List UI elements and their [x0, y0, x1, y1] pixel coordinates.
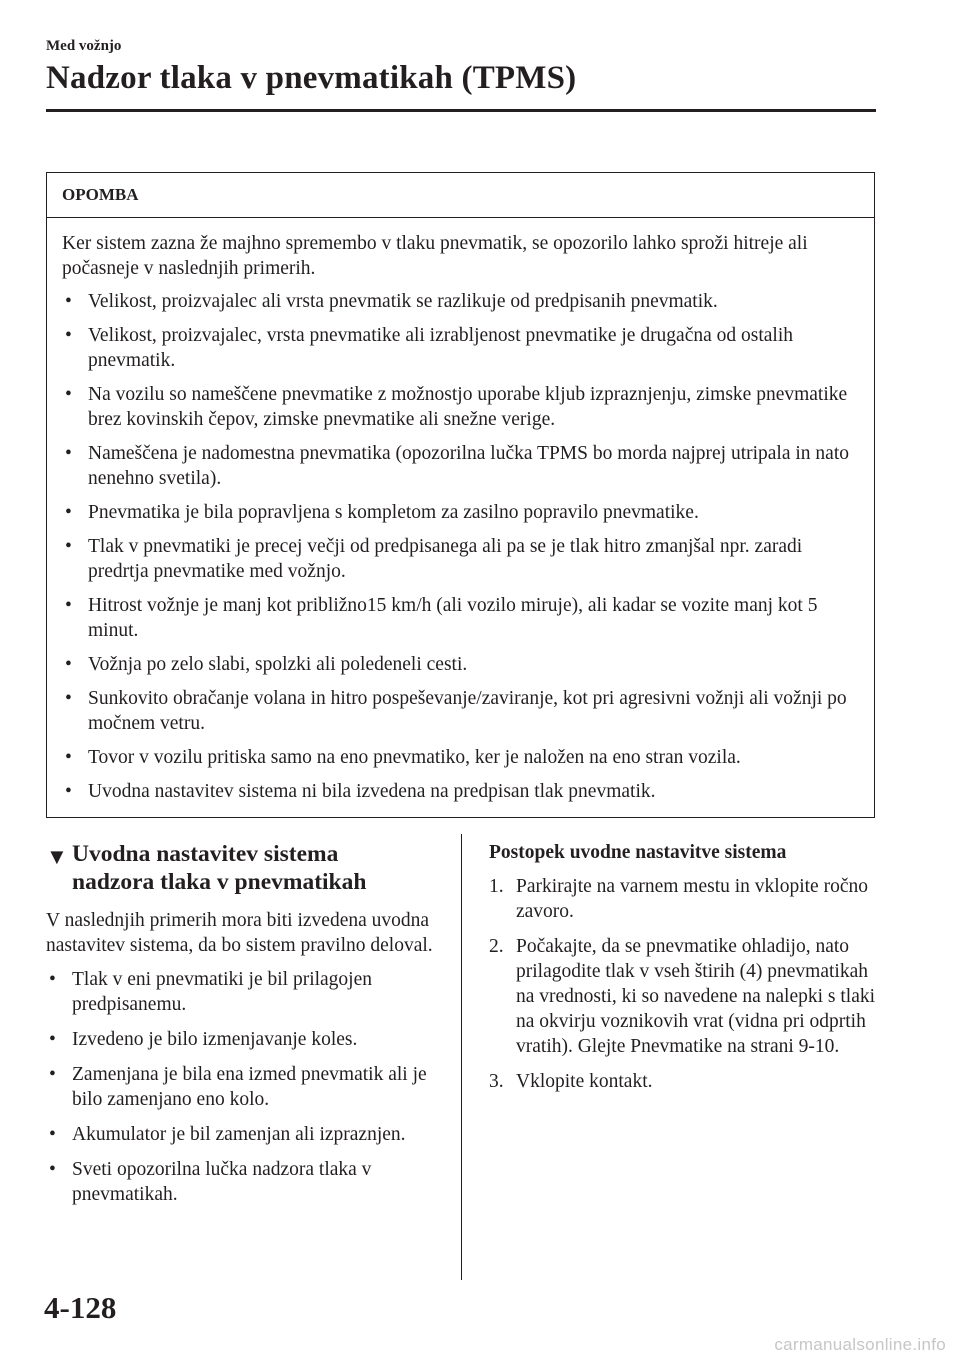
list-item [62, 593, 862, 643]
list-item [62, 500, 862, 525]
bullet-icon: • [65, 688, 72, 709]
list-item-text: Nameščena je nadomestna pnevmatika (opozorilna lučka TPMS bo morda najprej utripala in nato nenehno svetila). [88, 443, 849, 489]
page-title: Nadzor tlaka v pnevmatikah (TPMS) [46, 60, 577, 96]
list-item-text: Sunkovito obračanje volana in hitro pospeševanje/zaviranje, kot pri agresivni vožnji ali vožnji po močnem vetru. [88, 688, 847, 734]
bullet-icon: • [49, 1159, 56, 1180]
procedure-step [489, 934, 889, 1059]
step-number: 2. [489, 936, 504, 957]
title-divider [46, 109, 876, 112]
page-number: 4-128 [44, 1290, 117, 1325]
bullet-icon: • [65, 654, 72, 675]
section-heading [46, 840, 442, 896]
bullet-icon: • [65, 384, 72, 405]
procedure-steps [489, 874, 889, 1094]
column-divider [461, 834, 462, 1280]
list-item-text: Velikost, proizvajalec, vrsta pnevmatike ali izrabljenost pnevmatike je drugačna od ostalih pnevmatik. [88, 325, 794, 371]
bullet-icon: • [65, 443, 72, 464]
bullet-icon: • [65, 291, 72, 312]
bullet-icon: • [65, 747, 72, 768]
note-intro: Ker sistem zazna že majhno spremembo v tlaku pnevmatik, se opozorilo lahko sproži hitreje ali počasneje v naslednjih primerih. [62, 233, 808, 279]
section-heading-line1: Uvodna nastavitev sistema [72, 841, 339, 867]
list-item [62, 745, 862, 770]
section-heading-line2: nadzora tlaka v pnevmatikah [72, 869, 367, 895]
note-label: OPOMBA [47, 173, 874, 218]
note-body [47, 218, 874, 804]
list-item-text: Sveti opozorilna lučka nadzora tlaka v pnevmatikah. [72, 1159, 372, 1205]
list-item-text: Na vozilu so nameščene pnevmatike z možnostjo uporabe kljub izpraznjenju, zimske pnevmatike brez kovinskih čepov, zimske pnevmatike ali snežne verige. [88, 384, 848, 430]
list-item [46, 1062, 442, 1112]
list-item [62, 382, 862, 432]
step-text: Vklopite kontakt. [516, 1071, 653, 1092]
triangle-down-icon: ▼ [46, 844, 68, 869]
list-item-text: Izvedeno je bilo izmenjavanje koles. [72, 1029, 358, 1050]
setup-conditions-list [46, 967, 442, 1207]
list-item-text: Tovor v vozilu pritiska samo na eno pnevmatiko, ker je naložen na eno stran vozila. [88, 747, 741, 768]
note-list [62, 289, 862, 804]
list-item-text: Akumulator je bil zamenjan ali izpraznjen. [72, 1124, 406, 1145]
procedure-section [489, 840, 889, 1104]
list-item-text: Velikost, proizvajalec ali vrsta pnevmatik se razlikuje od predpisanih pnevmatik. [88, 291, 718, 312]
initial-setup-section [46, 840, 442, 1217]
bullet-icon: • [65, 325, 72, 346]
bullet-icon: • [49, 1064, 56, 1085]
list-item [46, 1122, 442, 1147]
list-item-text: Vožnja po zelo slabi, spolzki ali poledeneli cesti. [88, 654, 468, 675]
step-number: 1. [489, 876, 504, 897]
bullet-icon: • [65, 595, 72, 616]
list-item-text: Pnevmatika je bila popravljena s kompletom za zasilno popravilo pnevmatike. [88, 502, 699, 523]
list-item [62, 779, 862, 804]
step-text: Parkirajte na varnem mestu in vklopite ročno zavoro. [516, 876, 868, 922]
note-box [46, 172, 875, 818]
list-item [62, 289, 862, 314]
section-label: Med vožnjo [46, 38, 122, 54]
list-item [62, 686, 862, 736]
list-item [62, 534, 862, 584]
list-item-text: Tlak v pnevmatiki je precej večji od predpisanega ali pa se je tlak hitro zmanjšal npr. zaradi predrtja pnevmatike med vožnjo. [88, 536, 803, 582]
bullet-icon: • [49, 1029, 56, 1050]
list-item [46, 1157, 442, 1207]
list-item [46, 1027, 442, 1052]
list-item-text: Tlak v eni pnevmatiki je bil prilagojen predpisanemu. [72, 969, 373, 1015]
list-item-text: Uvodna nastavitev sistema ni bila izvedena na predpisan tlak pnevmatik. [88, 781, 656, 802]
list-item-text: Hitrost vožnje je manj kot približno15 km/h (ali vozilo miruje), ali kadar se vozite manj kot 5 minut. [88, 595, 818, 641]
procedure-step [489, 1069, 889, 1094]
bullet-icon: • [49, 969, 56, 990]
list-item-text: Zamenjana je bila ena izmed pnevmatik ali je bilo zamenjano eno kolo. [72, 1064, 427, 1110]
list-item [62, 323, 862, 373]
bullet-icon: • [65, 781, 72, 802]
list-item [46, 967, 442, 1017]
watermark: carmanualsonline.info [774, 1335, 946, 1354]
bullet-icon: • [65, 536, 72, 557]
list-item [62, 441, 862, 491]
procedure-step [489, 874, 889, 924]
list-item [62, 652, 862, 677]
bullet-icon: • [65, 502, 72, 523]
step-number: 3. [489, 1071, 504, 1092]
bullet-icon: • [49, 1124, 56, 1145]
step-text: Počakajte, da se pnevmatike ohladijo, nato prilagodite tlak v vseh štirih (4) pnevmatikah na vrednosti, ki so navedene na nalepki s tlaki na okvirju voznikovih vrat (vidna pri odprtih vratih). Glejte Pnevmatike na strani 9-10. [516, 936, 876, 1057]
section-intro: V naslednjih primerih mora biti izvedena uvodna nastavitev sistema, da bo sistem pravilno deloval. [46, 910, 433, 956]
procedure-heading: Postopek uvodne nastavitve sistema [489, 842, 787, 863]
